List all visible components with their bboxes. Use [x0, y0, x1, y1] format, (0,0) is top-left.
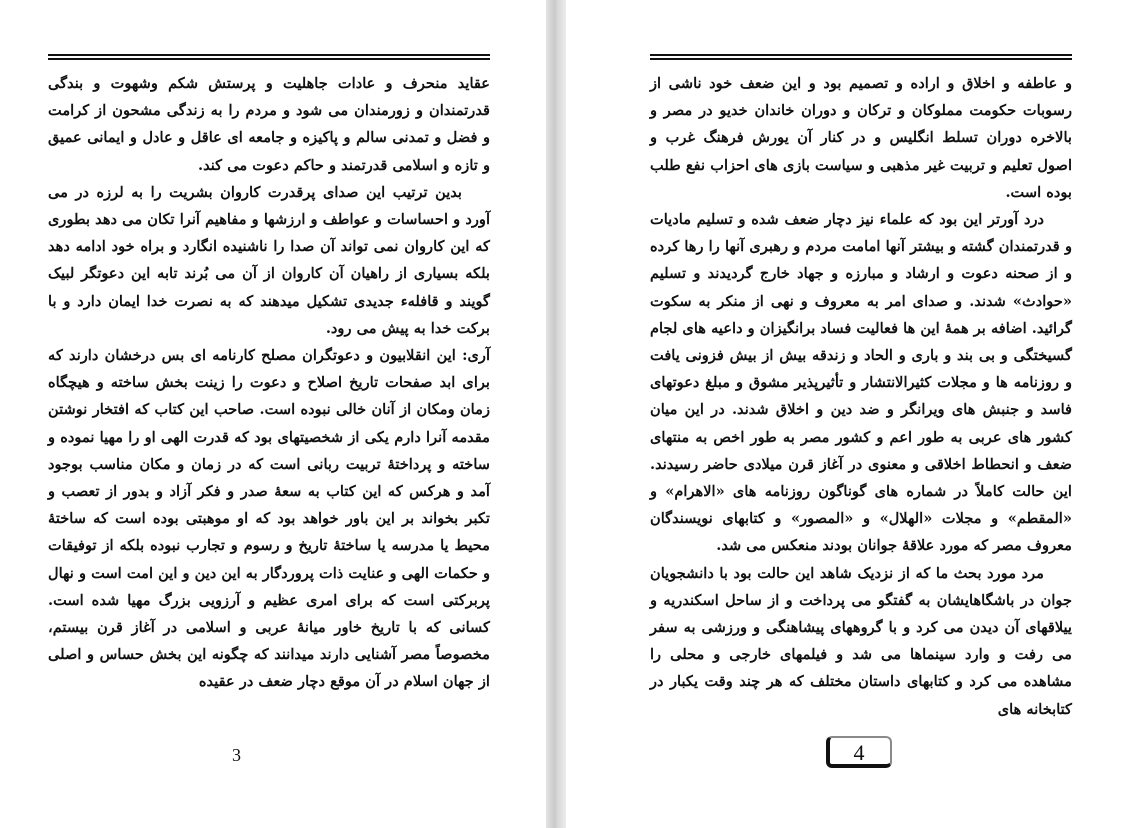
paragraph: مرد مورد بحث ما که از نزدیک شاهد این حالت بود با دانشجویان جوان در باشگاهایشان به گفتگو می پرداخت و از ساحل اسکندریه و ییلاقهای آن دیدن می کرد و با گروههای پیشاهنگی و ورزشی به سفر می رفت و وارد سینماها می شد و فیلمهای خارجی و محلی را مشاهده می کرد و کتابهای داستان مختلف که هر چند وقت یکبار در کتابخانه های	[650, 564, 1072, 718]
paragraph: و عاطفه و اخلاق و اراده و تصمیم بود و این ضعف خود ناشی از رسوبات حکومت مملوکان و ترکان و دوران خاندان خدیو در مصر و بالاخره دوران تسلط انگلیس و در کنار آن یورش فرهنگ غرب و اصول تعلیم و تربیت غیر مذهبی و سیاست بازی های احزاب نفع طلب بوده است.	[650, 75, 1072, 201]
header-double-rule	[48, 54, 490, 60]
paragraph: آری: این انقلابیون و دعوتگران مصلح کارنامه ای بس درخشان دارند که برای ابد صفحات تاریخ اصلاح و دعوت را زینت بخش ساخته و هیچگاه زمان ومکان از آنان خالی نبوده است. صاحب این کتاب که افتخار نوشتن مقدمه آنرا دارم یکی از شخصیتهای بود که قدرت الهی او را مهیا نموده و ساخته و پرداختهٔ تربیت ربانی است که در زمان و مکان مناسب بوجود آمد و هرکس که این کتاب به سعهٔ صدر و فکر آزاد و بدور از تعصب و تکبر بخواند بر این باور خواهد بود که او موهبتی بوده است که ساختهٔ محیط یا مدرسه یا ساختهٔ تاریخ و رسوم و تجارب نبوده بلکه از توفیقات و حکمات الهی و عنایت ذات پروردگار به این دین و این امت است و نهال پربرکتی است که برای امری عظیم و آرزویی بزرگ مهیا شده است. کسانی که با تاریخ خاور میانهٔ عربی و اسلامی در آغاز قرن بیستم، مخصوصاً مصر آشنایی دارند میدانند که چگونه این بخش حساس و اصلی از جهان اسلام در آن موقع دچار ضعف در عقیده	[48, 347, 490, 691]
paragraph: بدین ترتیب این صدای پرقدرت کاروان بشریت را به لرزه در می آورد و احساسات و عواطف و ارزشها و مفاهیم آنرا تکان می دهد بطوری که این کاروان نمی تواند آن صدا را ناشنیده انگارد و براه خود ادامه دهد بلکه بسیاری از راهیان آن کاروان از آن می بُرند تابه این دعوتگر لبیک گویند و قافلهء جدیدی تشکیل میدهند که به نصرت خدا ایمان دارد و با برکت خدا به پیش می رود.	[48, 183, 490, 337]
page-body	[650, 70, 1072, 723]
page-gutter	[546, 0, 566, 828]
header-double-rule	[650, 54, 1072, 60]
page-number: 3	[232, 745, 241, 765]
page-body	[48, 70, 490, 696]
paragraph: عقاید منحرف و عادات جاهلیت و پرستش شکم وشهوت و بندگی قدرتمندان و زورمندان می شود و مردم را به زندگی مشحون از کرامت و فضل و تمدنی سالم و پاکیزه و جامعه ای عاقل و عادل و ایمانی عمیق و تازه و اسلامی قدرتمند و حاکم دعوت می کند.	[48, 75, 490, 174]
page-3	[0, 0, 546, 828]
page-number-box	[826, 736, 892, 768]
page-number: 4	[853, 740, 865, 765]
paragraph: درد آورتر این بود که علماء نیز دچار ضعف شده و تسلیم مادیات و قدرتمندان گشته و بیشتر آنها امامت مردم و رهبری آنها را رها کرده و از صحنه دعوت و ارشاد و مبارزه و جهاد خارج گردیدند و تسلیم «حوادث» شدند. و صدای امر به معروف و نهی از منکر به سکوت گرائید. اضافه بر همهٔ این ها فعالیت فساد برانگیزان و داعیه های لجام گسیختگی و بی بند و باری و الحاد و زندقه بیش از بیش فزونی یافت و روزنامه ها و مجلات کثیرالانتشار و تأثیرپذیر مشوق و مبلغ دعوتهای فاسد و جنبش های ویرانگر و ضد دین و اخلاق شدند. در این میان کشور های عربی به طور اعم و کشور مصر به طور اخص به منتهای ضعف و انحطاط اخلاقی و معنوی در آغاز قرن میلادی حاضر رسیدند. این حالت کاملاً در شماره های گوناگون روزنامه های «الاهرام» و «المقطم» و مجلات «الهلال» و «المصور» و کتابهای نویسندگان معروف مصر که مورد علاقهٔ جوانان بودند منعکس می شد.	[650, 211, 1072, 555]
page-4-content	[566, 0, 1132, 828]
